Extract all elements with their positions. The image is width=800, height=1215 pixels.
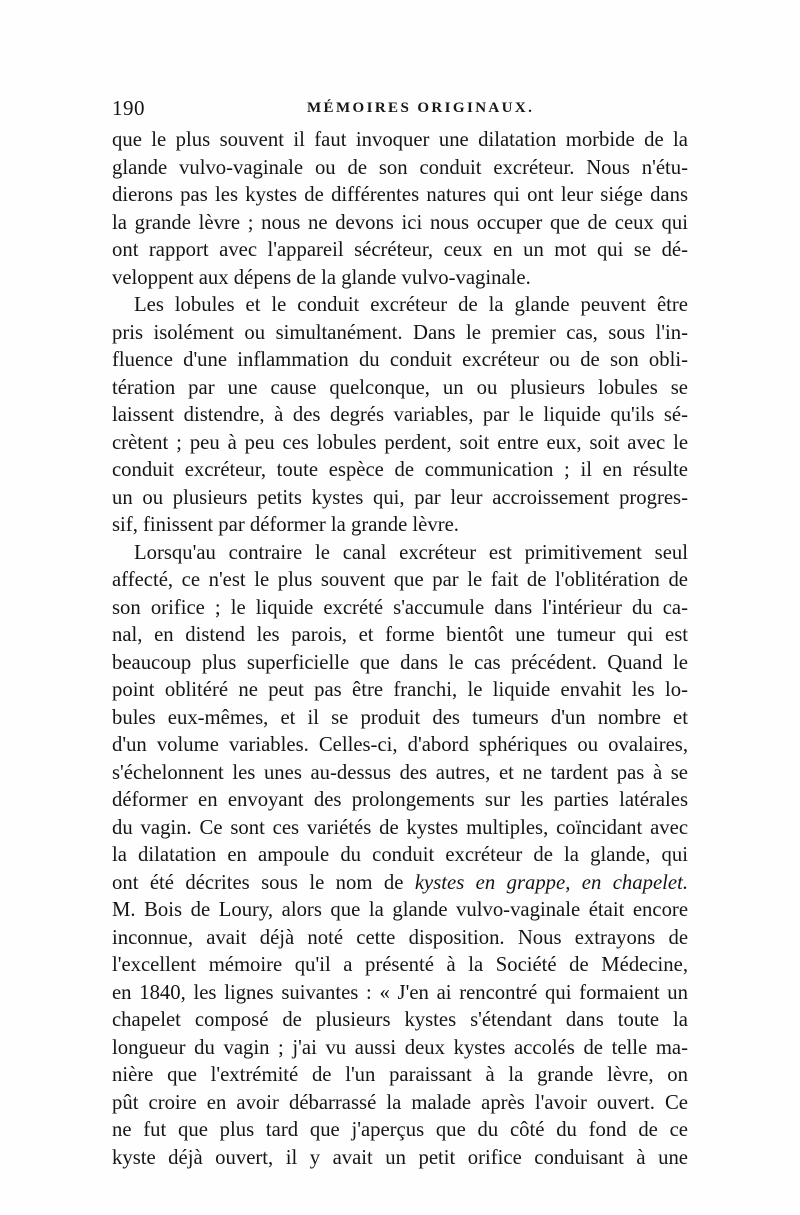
text-line: dierons pas les kystes de différentes natures qui ont leur siége dans: [112, 184, 688, 206]
text-line: chapelet composé de plusieurs kystes s'étendant dans toute la: [112, 1009, 688, 1031]
body-text: [112, 127, 688, 1172]
text-line: que le plus souvent il faut invoquer une dilatation morbide de la: [112, 129, 688, 151]
text-line: ont rapport avec l'appareil sécréteur, ceux en un mot qui se dé-: [112, 239, 688, 261]
text-line: glande vulvo-vaginale ou de son conduit excréteur. Nous n'étu-: [112, 156, 688, 179]
text-line: la grande lèvre ; nous ne devons ici nous occuper que de ceux qui: [112, 211, 688, 234]
text-line: un ou plusieurs petits kystes qui, par leur accroissement progres-: [112, 486, 688, 509]
text-line: point oblitéré ne peut pas être franchi, le liquide envahit les lo-: [112, 679, 688, 701]
text-line: Les lobules et le conduit excréteur de la glande peuvent être: [134, 294, 688, 316]
text-line: conduit excréteur, toute espèce de communication ; il en résulte: [112, 459, 688, 481]
text-line: pût croire en avoir débarrassé la malade après l'avoir ouvert. Ce: [112, 1091, 688, 1114]
text-line: s'échelonnent les unes au-dessus des autres, et ne tardent pas à se: [112, 761, 688, 784]
running-head: [112, 96, 688, 126]
text-line: Lorsqu'au contraire le canal excréteur est primitivement seul: [134, 541, 688, 564]
text-line: la dilatation en ampoule du conduit excréteur de la glande, qui: [112, 844, 688, 866]
text-line: l'excellent mémoire qu'il a présenté à la Société de Médecine,: [112, 954, 688, 976]
text-line: veloppent aux dépens de la glande vulvo-vaginale.: [112, 266, 531, 289]
text-line: nal, en distend les parois, et forme bientôt une tumeur qui est: [112, 624, 688, 646]
text-line: inconnue, avait déjà noté cette disposition. Nous extrayons de: [112, 926, 688, 949]
text-line: bules eux-mêmes, et il se produit des tumeurs d'un nombre et: [112, 706, 688, 729]
running-title: MÉMOIRES ORIGINAUX.: [307, 100, 535, 116]
text-line: du vagin. Ce sont ces variétés de kystes multiples, coïncidant avec: [112, 816, 688, 839]
text-line: ne fut que plus tard que j'aperçus que du côté du fond de ce: [112, 1119, 688, 1141]
text-line: crètent ; peu à peu ces lobules perdent, soit entre eux, soit avec le: [112, 431, 688, 454]
text-line: d'un volume variables. Celles-ci, d'abord sphériques ou ovalaires,: [112, 734, 688, 756]
text-line: laissent distendre, à des degrés variables, par le liquide qu'ils sé-: [112, 404, 688, 426]
text-line: longueur du vagin ; j'ai vu aussi deux kystes accolés de telle ma-: [112, 1036, 688, 1059]
text-line: pris isolément ou simultanément. Dans le premier cas, sous l'in-: [112, 321, 688, 344]
text-line-italic-term: [112, 870, 688, 898]
text-line: beaucoup plus superficielle que dans le cas précédent. Quand le: [112, 651, 688, 674]
text-line: sif, finissent par déformer la grande lèvre.: [112, 514, 459, 536]
text-line: M. Bois de Loury, alors que la glande vulvo-vaginale était encore: [112, 899, 688, 921]
text-line: déformer en envoyant des prolongements sur les parties latérales: [112, 789, 688, 811]
text-line: tération par une cause quelconque, un ou plusieurs lobules se: [112, 376, 688, 399]
text-line: en 1840, les lignes suivantes : « J'en ai rencontré qui formaient un: [112, 981, 688, 1004]
page-number: 190: [112, 96, 145, 120]
text-line: fluence d'une inflammation du conduit excréteur ou de son obli-: [112, 349, 688, 371]
text-line: nière que l'extrémité de l'un paraissant à la grande lèvre, on: [112, 1064, 688, 1086]
line-lead-text: ont été décrites sous le nom de: [112, 871, 415, 894]
text-line: kyste déjà ouvert, il y avait un petit orifice conduisant à une: [112, 1146, 688, 1169]
text-line: son orifice ; le liquide excrété s'accumule dans l'intérieur du ca-: [112, 596, 688, 619]
italic-term: kystes en grappe, en chapelet.: [414, 871, 688, 894]
text-line: affecté, ce n'est le plus souvent que par le fait de l'oblitération de: [112, 569, 688, 591]
